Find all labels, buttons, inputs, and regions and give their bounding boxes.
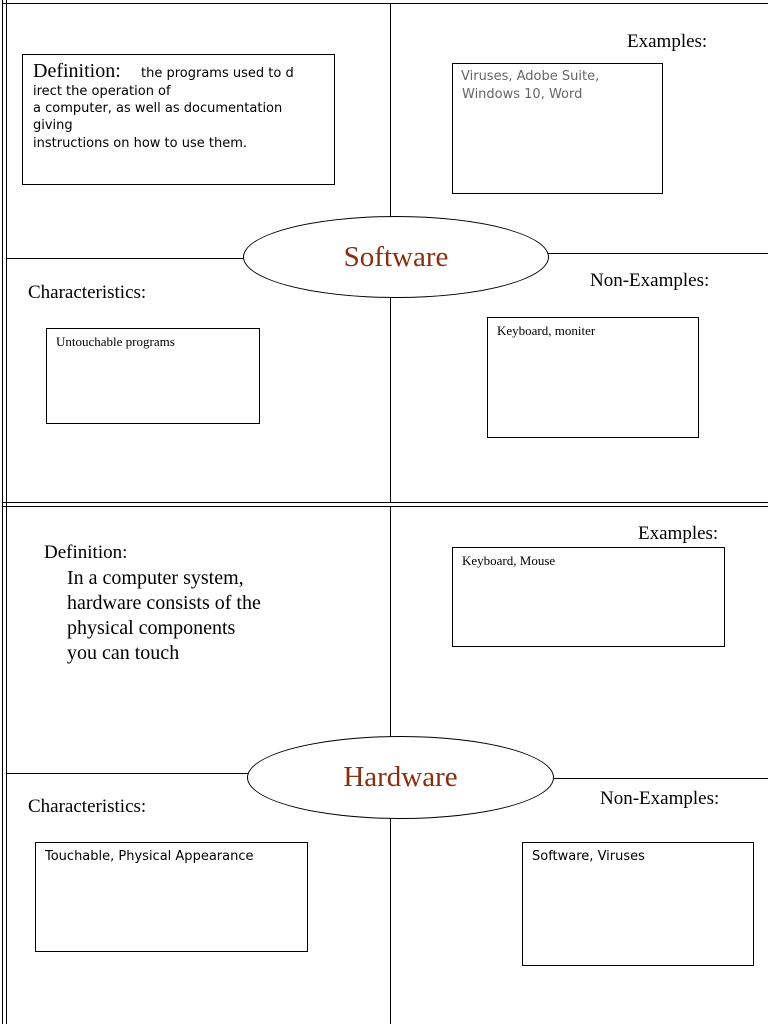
software-nonexamples-box: [487, 317, 699, 438]
hardware-examples-text: Keyboard, Mouse: [462, 553, 556, 568]
software-nonexamples-label: Non-Examples:: [590, 270, 710, 291]
hardware-horizontal-right: [554, 778, 768, 779]
software-characteristics-text: Untouchable programs: [56, 334, 175, 349]
software-definition-line-3: a computer, as well as documentation: [33, 101, 283, 116]
hardware-definition-label: Definition:: [44, 542, 128, 563]
hardware-definition-line-4: you can touch: [67, 642, 180, 664]
hardware-definition-line-2: hardware consists of the: [67, 592, 261, 614]
software-characteristics-label: Characteristics:: [28, 282, 147, 303]
software-examples-box: [452, 63, 663, 194]
software-definition-line-1: the programs used to d: [141, 66, 294, 81]
software-definition-line-4: giving: [33, 118, 73, 133]
hardware-title-oval: [247, 736, 554, 819]
software-definition-line-5: instructions on how to use them.: [33, 136, 247, 151]
hardware-examples-label: Examples:: [638, 523, 719, 544]
hardware-characteristics-box: [35, 842, 308, 952]
software-characteristics-box: [46, 328, 260, 424]
section-divider-bottom: [2, 506, 768, 507]
software-horizontal-right: [548, 253, 768, 254]
software-examples-line-1: Viruses, Adobe Suite,: [461, 69, 600, 84]
left-border-inner: [6, 0, 7, 1024]
hardware-examples-box: [452, 547, 725, 647]
software-definition-line-2: irect the operation of: [33, 84, 171, 99]
software-title: Software: [343, 240, 449, 273]
hardware-nonexamples-box: [522, 842, 754, 966]
hardware-nonexamples-text: Software, Viruses: [532, 849, 645, 864]
hardware-characteristics-label: Characteristics:: [28, 796, 147, 817]
hardware-characteristics-text: Touchable, Physical Appearance: [45, 849, 254, 864]
hardware-horizontal-left: [6, 773, 248, 774]
hardware-definition-line-1: In a computer system,: [67, 567, 244, 589]
hardware-nonexamples-label: Non-Examples:: [600, 788, 720, 809]
software-examples-line-2: Windows 10, Word: [462, 87, 583, 102]
hardware-definition-line-3: physical components: [67, 617, 236, 639]
software-definition-box: [22, 54, 335, 185]
software-horizontal-left: [6, 258, 244, 259]
section-divider-top: [2, 502, 768, 503]
left-border-outer: [2, 0, 3, 1024]
hardware-title: Hardware: [343, 761, 458, 793]
software-examples-label: Examples:: [627, 31, 708, 52]
software-definition-label: Definition:: [33, 60, 121, 82]
top-border: [2, 3, 768, 4]
software-title-oval: [243, 216, 549, 298]
software-nonexamples-text: Keyboard, moniter: [497, 323, 596, 338]
